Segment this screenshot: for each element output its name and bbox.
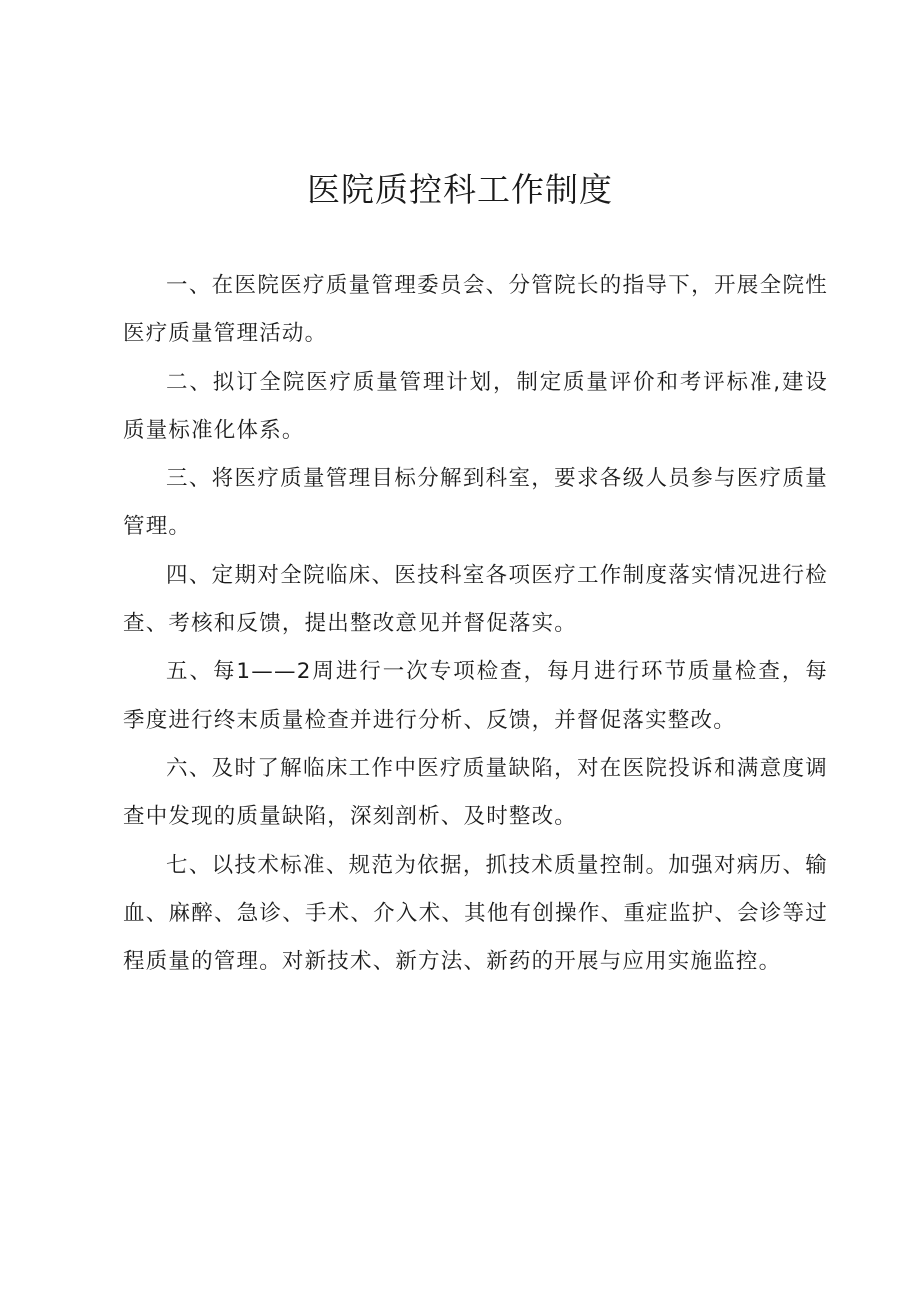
page-title: 医院质控科工作制度 — [307, 170, 613, 209]
paragraph-7: 七、以技术标准、规范为依据，抓技术质量控制。加强对病历、输血、麻醉、急诊、手术、介入术、其他有创操作、重症监护、会诊等过程质量的管理。对新技术、新方法、新药的开展与应用实施监控。 — [123, 852, 828, 975]
paragraph-5: 五、每1——2周进行一次专项检查，每月进行环节质量检查，每季度进行终末质量检查并进行分析、反馈，并督促落实整改。 — [123, 659, 828, 733]
paragraph-4: 四、定期对全院临床、医技科室各项医疗工作制度落实情况进行检查、考核和反馈，提出整改意见并督促落实。 — [123, 562, 828, 637]
paragraph-6: 六、及时了解临床工作中医疗质量缺陷，对在医院投诉和满意度调查中发现的质量缺陷，深刻剖析、及时整改。 — [123, 755, 828, 830]
paragraph-3: 三、将医疗质量管理目标分解到科室，要求各级人员参与医疗质量管理。 — [123, 466, 828, 540]
document-body — [123, 262, 828, 986]
paragraph-1: 一、在医院医疗质量管理委员会、分管院长的指导下，开展全院性医疗质量管理活动。 — [123, 273, 828, 347]
paragraph-2: 二、拟订全院医疗质量管理计划，制定质量评价和考评标准,建设质量标准化体系。 — [123, 369, 828, 443]
